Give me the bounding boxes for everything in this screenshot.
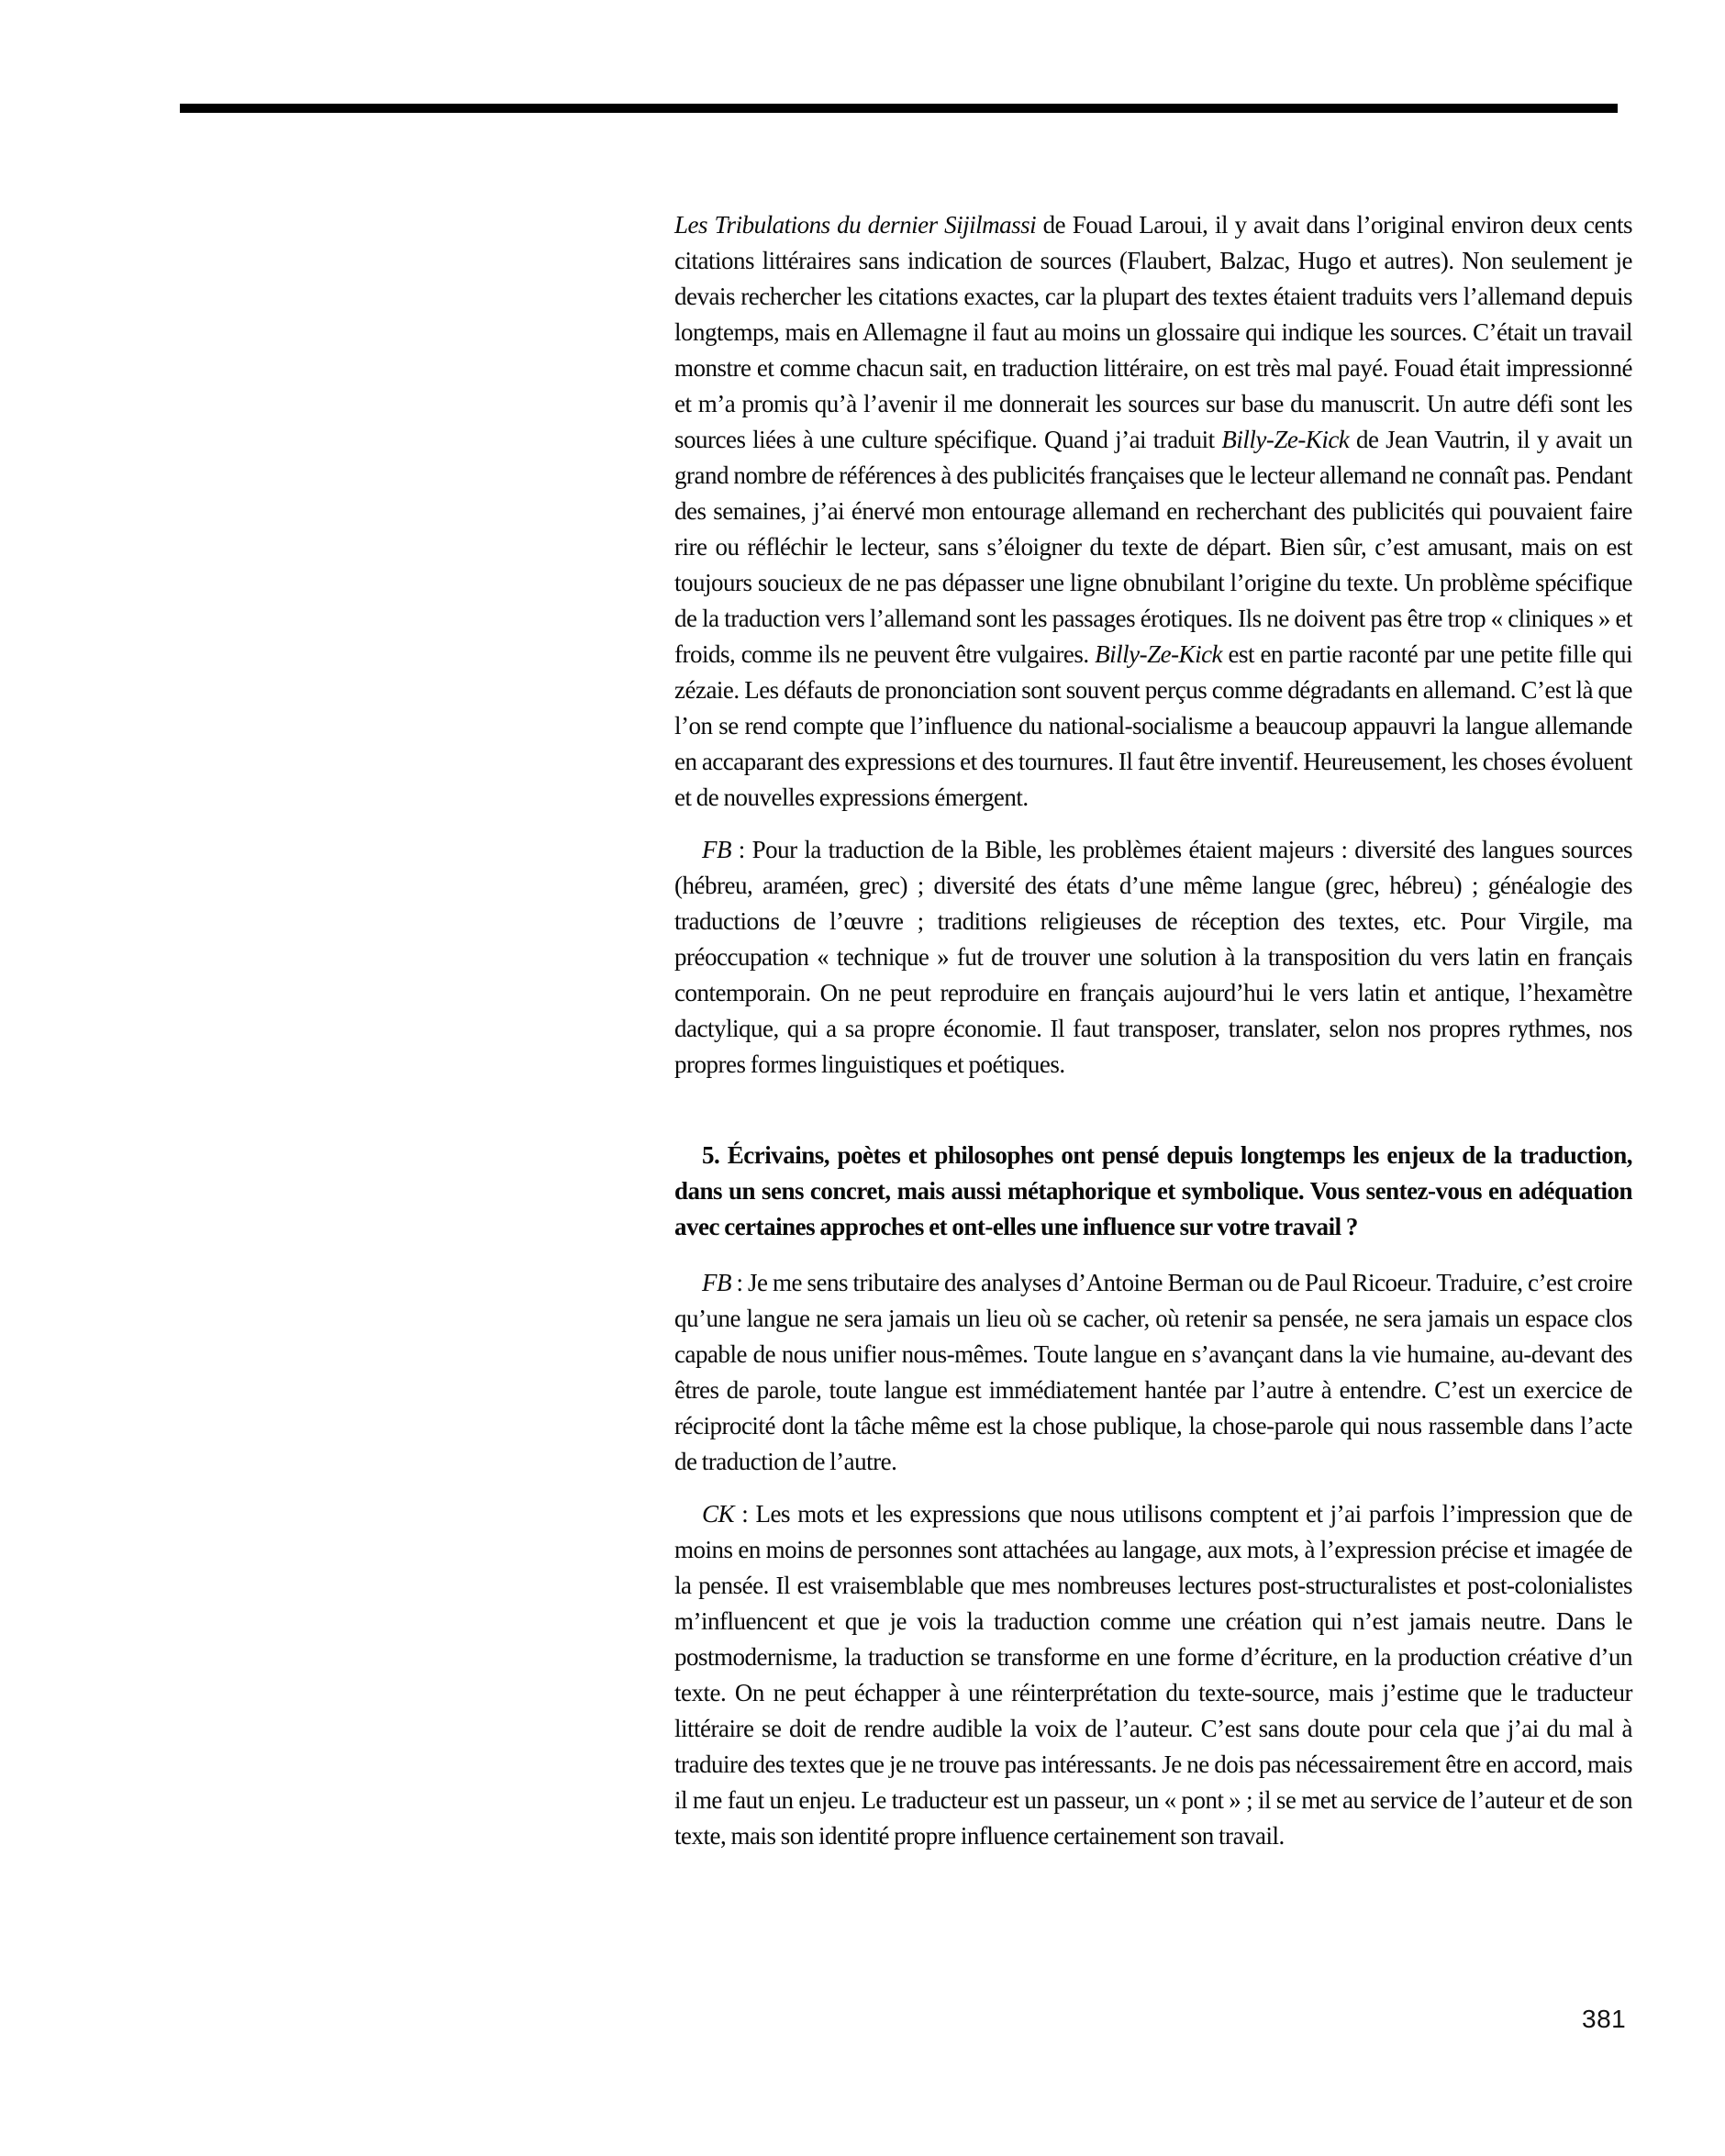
italic-text: Billy-Ze-Kick xyxy=(1221,426,1350,453)
italic-text: Les Tribulations du dernier Sijilmassi xyxy=(674,211,1037,239)
italic-text: FB xyxy=(702,1269,731,1296)
italic-text: FB xyxy=(702,836,731,863)
body-text: est en partie raconté par une petite fille qui zézaie. Les défauts de prononciation sont souvent perçus comme dégradants en allemand. C’est là que l’on se rend compte que l’influence du national-socialisme a beaucoup appauvri la langue allemande en accaparant des expressions et des tournures. Il faut être inventif. Heureusement, les choses évoluent et de nouvelles expressions émergent. xyxy=(674,640,1632,811)
body-text: : Les mots et les expressions que nous utilisons comptent et j’ai parfois l’impression que de moins en moins de personnes sont attachées au langage, aux mots, à l’expression précise et imagée de la pensée. Il est vraisemblable que mes nombreuses lectures post-structuralistes et post-colonialistes m’influencent et que je vois la traduction comme une création qui n’est jamais neutre. Dans le postmodernisme, la traduction se transforme en une forme d’écriture, en la production créative d’un texte. On ne peut échapper à une réinterprétation du texte-source, mais j’estime que le traducteur littéraire se doit de rendre audible la voix de l’auteur. C’est sans doute pour cela que j’ai du mal à traduire des textes que je ne trouve pas intéressants. Je ne dois pas nécessairement être en accord, mais il me faut un enjeu. Le traducteur est un passeur, un « pont » ; il se met au service de l’auteur et de son texte, mais son identité propre influence certainement son travail. xyxy=(674,1500,1632,1850)
italic-text: CK xyxy=(702,1500,735,1528)
body-paragraph xyxy=(674,207,1632,816)
page-number: 381 xyxy=(1582,2005,1627,2033)
body-paragraph xyxy=(674,1265,1632,1480)
body-paragraph xyxy=(674,1496,1632,1854)
body-text: de Fouad Laroui, il y avait dans l’original environ deux cents citations littéraires sans indication de sources (Flaubert, Balzac, Hugo et autres). Non seulement je devais rechercher les citations exactes, car la plupart des textes étaient traduits vers l’allemand depuis longtemps, mais en Allemagne il faut au moins un glossaire qui indique les sources. C’était un travail monstre et comme chacun sait, en traduction littéraire, on est très mal payé. Fouad était impressionné et m’a promis qu’à l’avenir il me donnerait les sources sur base du manuscrit. Un autre défi sont les sources liées à une culture spécifique. Quand j’ai traduit xyxy=(674,211,1632,453)
interview-question xyxy=(674,1138,1632,1245)
top-rule-divider xyxy=(180,104,1618,113)
body-text: : Pour la traduction de la Bible, les problèmes étaient majeurs : diversité des langues sources (hébreu, araméen, grec) ; diversité des états d’une même langue (grec, hébreu) ; généalogie des traductions de l’œuvre ; traditions religieuses de réception des textes, etc. Pour Virgile, ma préoccupation « technique » fut de trouver une solution à la transposition du vers latin en français contemporain. On ne peut reproduire en français aujourd’hui le vers latin et antique, l’hexamètre dactylique, qui a sa propre économie. Il faut transposer, translater, selon nos propres rythmes, nos propres formes linguistiques et poétiques. xyxy=(674,836,1632,1078)
italic-text: Billy-Ze-Kick xyxy=(1095,640,1223,668)
bold-text: 5. Écrivains, poètes et philosophes ont pensé depuis longtemps les enjeux de la traduction, dans un sens concret, mais aussi métaphorique et symbolique. Vous sentez-vous en adéquation avec certaines approches et ont-elles une influence sur votre travail ? xyxy=(674,1141,1632,1240)
body-text: : Je me sens tributaire des analyses d’Antoine Berman ou de Paul Ricoeur. Traduire, c’est croire qu’une langue ne sera jamais un lieu où se cacher, où retenir sa pensée, ne sera jamais un espace clos capable de nous unifier nous-mêmes. Toute langue en s’avançant dans la vie humaine, au-devant des êtres de parole, toute langue est immédiatement hantée par l’autre à entendre. C’est un exercice de réciprocité dont la tâche même est la chose publique, la chose-parole qui nous rassemble dans l’acte de traduction de l’autre. xyxy=(674,1269,1632,1475)
body-paragraph xyxy=(674,832,1632,1083)
text-column xyxy=(674,207,1632,1871)
body-text: de Jean Vautrin, il y avait un grand nombre de références à des publicités françaises que le lecteur allemand ne connaît pas. Pendant des semaines, j’ai énervé mon entourage allemand en recherchant des publicités qui pouvaient faire rire ou réfléchir le lecteur, sans s’éloigner du texte de départ. Bien sûr, c’est amusant, mais on est toujours soucieux de ne pas dépasser une ligne obnubilant l’origine du texte. Un problème spécifique de la traduction vers l’allemand sont les passages érotiques. Ils ne doivent pas être trop « cliniques » et froids, comme ils ne peuvent être vulgaires. xyxy=(674,426,1632,668)
